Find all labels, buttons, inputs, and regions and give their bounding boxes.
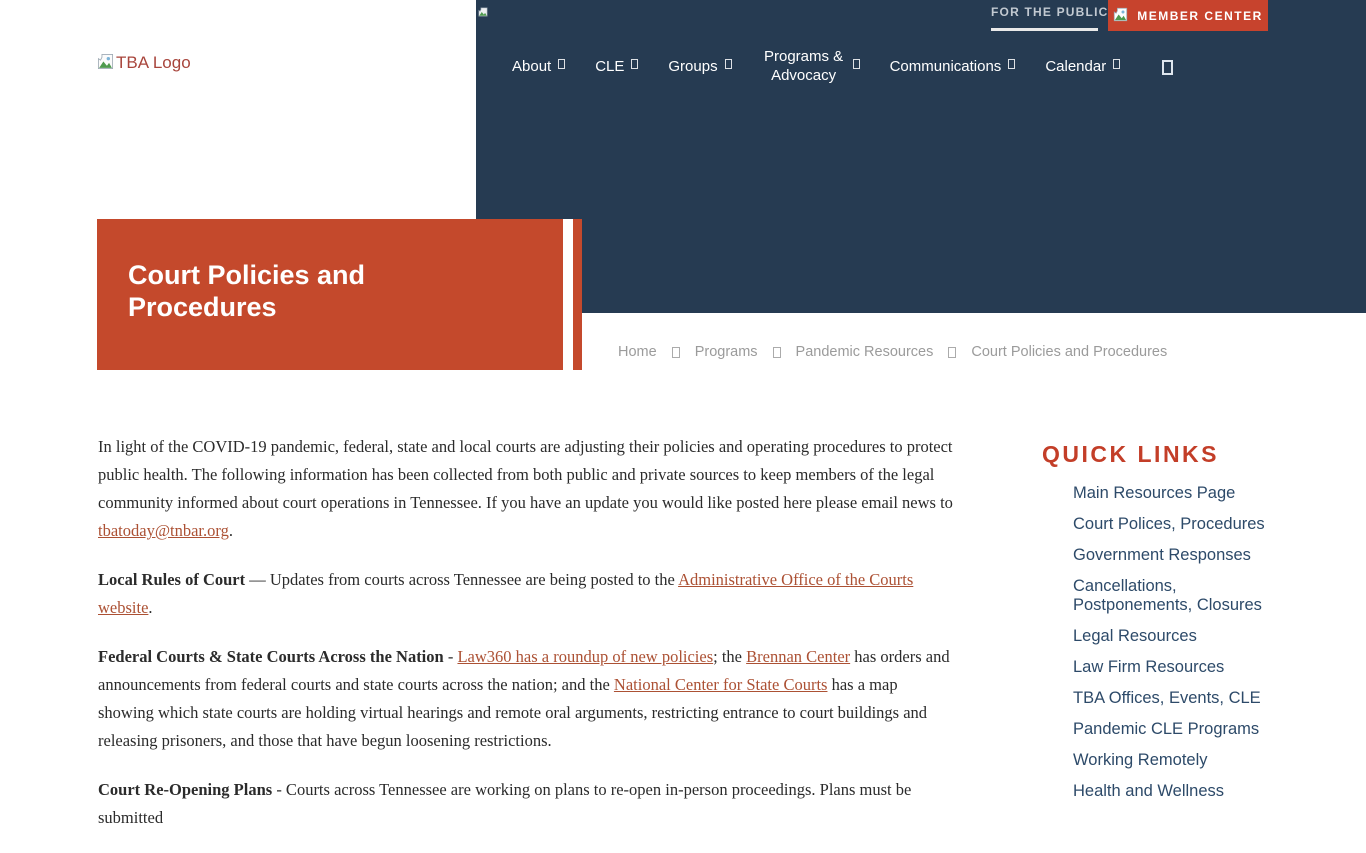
quick-links-sidebar [1042, 441, 1272, 813]
for-the-public-underline [991, 28, 1098, 31]
chevron-down-icon [631, 59, 638, 69]
nav-item-communications[interactable] [890, 58, 1016, 77]
list-item [1073, 515, 1272, 534]
chevron-down-icon [1113, 59, 1120, 69]
chevron-down-icon [853, 59, 860, 69]
paragraph-text: . [228, 521, 233, 540]
paragraph-text: has orders and announcements from federal courts and state courts across the nation; and the [98, 647, 950, 694]
breadcrumb-pandemic-resources[interactable]: Pandemic Resources [795, 344, 934, 360]
quick-link-law-firm-resources[interactable]: Law Firm Resources [1073, 658, 1225, 676]
member-center-button[interactable] [1108, 0, 1268, 31]
quick-links-list [1042, 484, 1272, 801]
list-item [1073, 546, 1272, 565]
main-nav [512, 40, 1272, 94]
nav-item-cle[interactable] [595, 58, 638, 77]
paragraph-text: In light of the COVID-19 pandemic, federal, state and local courts are adjusting their policies and operating procedures to protect public health. The following information has been collected from both public and private sources to keep members of the legal community informed about court operations in Tennessee. If you have an update you would like posted here please email news to [98, 437, 953, 512]
list-item [1073, 577, 1272, 615]
for-the-public-link[interactable] [991, 5, 1108, 31]
nav-label: Communications [889, 57, 1002, 75]
quick-link-pandemic-cle[interactable]: Pandemic CLE Programs [1073, 720, 1260, 738]
logo-alt-text: TBA Logo [116, 53, 191, 72]
search-icon [1162, 60, 1173, 75]
breadcrumb-home[interactable]: Home [618, 344, 657, 360]
breadcrumb-separator-icon [773, 347, 781, 358]
breadcrumb [618, 344, 1167, 360]
member-center-label: MEMBER CENTER [1137, 8, 1263, 23]
paragraph-lead-bold: Local Rules of Court [98, 570, 246, 589]
nav-item-programs-advocacy[interactable] [762, 48, 860, 86]
quick-link-government-responses[interactable]: Government Responses [1073, 546, 1251, 564]
hero-gap [563, 219, 573, 370]
paragraph-text: — Updates from courts across Tennessee are being posted to the [245, 570, 679, 589]
list-item [1073, 484, 1272, 503]
list-item [1073, 720, 1272, 739]
nav-label: About [512, 57, 552, 75]
reopening-plans-paragraph [98, 776, 955, 832]
broken-image-icon [97, 53, 114, 75]
quick-link-health-wellness[interactable]: Health and Wellness [1073, 782, 1225, 800]
quick-link-main-resources[interactable]: Main Resources Page [1073, 484, 1236, 502]
paragraph-text: ; the [713, 647, 747, 666]
for-the-public-label: FOR THE PUBLIC [991, 5, 1109, 19]
paragraph-lead-bold: Federal Courts & State Courts Across the Nation [98, 647, 444, 666]
ncsc-link[interactable]: National Center for State Courts [613, 675, 828, 694]
quick-link-working-remotely[interactable]: Working Remotely [1073, 751, 1208, 769]
paragraph-lead-bold: Court Re-Opening Plans [98, 780, 273, 799]
nav-label: CLE [595, 57, 625, 75]
federal-courts-paragraph [98, 643, 955, 755]
email-link[interactable]: tbatoday@tnbar.org [98, 521, 229, 540]
nav-label: Groups [668, 57, 718, 75]
brennan-center-link[interactable]: Brennan Center [746, 647, 851, 666]
broken-image-icon [1113, 7, 1128, 25]
search-button[interactable] [1162, 60, 1173, 75]
intro-paragraph [98, 433, 955, 545]
list-item [1073, 751, 1272, 770]
chevron-down-icon [725, 59, 732, 69]
paragraph-text: has a map showing which state courts are holding virtual hearings and remote oral arguments, restricting entrance to court buildings and releasing prisoners, and those that have begun loosening restrictions. [98, 675, 928, 750]
aoc-website-link[interactable]: Administrative Office of the Courts website [98, 570, 914, 617]
quick-link-legal-resources[interactable]: Legal Resources [1073, 627, 1197, 645]
site-logo[interactable] [97, 53, 191, 75]
paragraph-text: . [148, 598, 153, 617]
hero-banner [97, 219, 563, 370]
breadcrumb-separator-icon [672, 347, 680, 358]
nav-item-groups[interactable] [668, 58, 731, 77]
quick-link-tba-offices[interactable]: TBA Offices, Events, CLE [1073, 689, 1261, 707]
nav-item-calendar[interactable] [1045, 58, 1120, 77]
paragraph-text: - Courts across Tennessee are working on plans to re-open in-person proceedings. Plans must be submitted [98, 780, 912, 827]
broken-image-icon [478, 4, 488, 22]
page-title: Court Policies and Procedures [128, 260, 366, 322]
list-item [1073, 689, 1272, 708]
quick-links-heading: QUICK LINKS [1042, 441, 1219, 467]
list-item [1073, 782, 1272, 801]
list-item [1073, 658, 1272, 677]
hero-accent-stripe [573, 219, 582, 370]
breadcrumb-current-page: Court Policies and Procedures [971, 344, 1168, 360]
quick-link-cancellations[interactable]: Cancellations, Postponements, Closures [1073, 577, 1262, 614]
nav-item-about[interactable] [512, 58, 565, 77]
list-item [1073, 627, 1272, 646]
main-content [98, 433, 955, 853]
local-rules-paragraph [98, 566, 955, 622]
quick-link-court-policies[interactable]: Court Polices, Procedures [1073, 515, 1265, 533]
chevron-down-icon [558, 59, 565, 69]
law360-link[interactable]: Law360 has a roundup of new policies [457, 647, 714, 666]
breadcrumb-separator-icon [948, 347, 956, 358]
chevron-down-icon [1008, 59, 1015, 69]
nav-label: Calendar [1045, 57, 1107, 75]
paragraph-text: - [443, 647, 458, 666]
nav-label: Programs & Advocacy [763, 48, 844, 84]
breadcrumb-programs[interactable]: Programs [694, 344, 758, 360]
